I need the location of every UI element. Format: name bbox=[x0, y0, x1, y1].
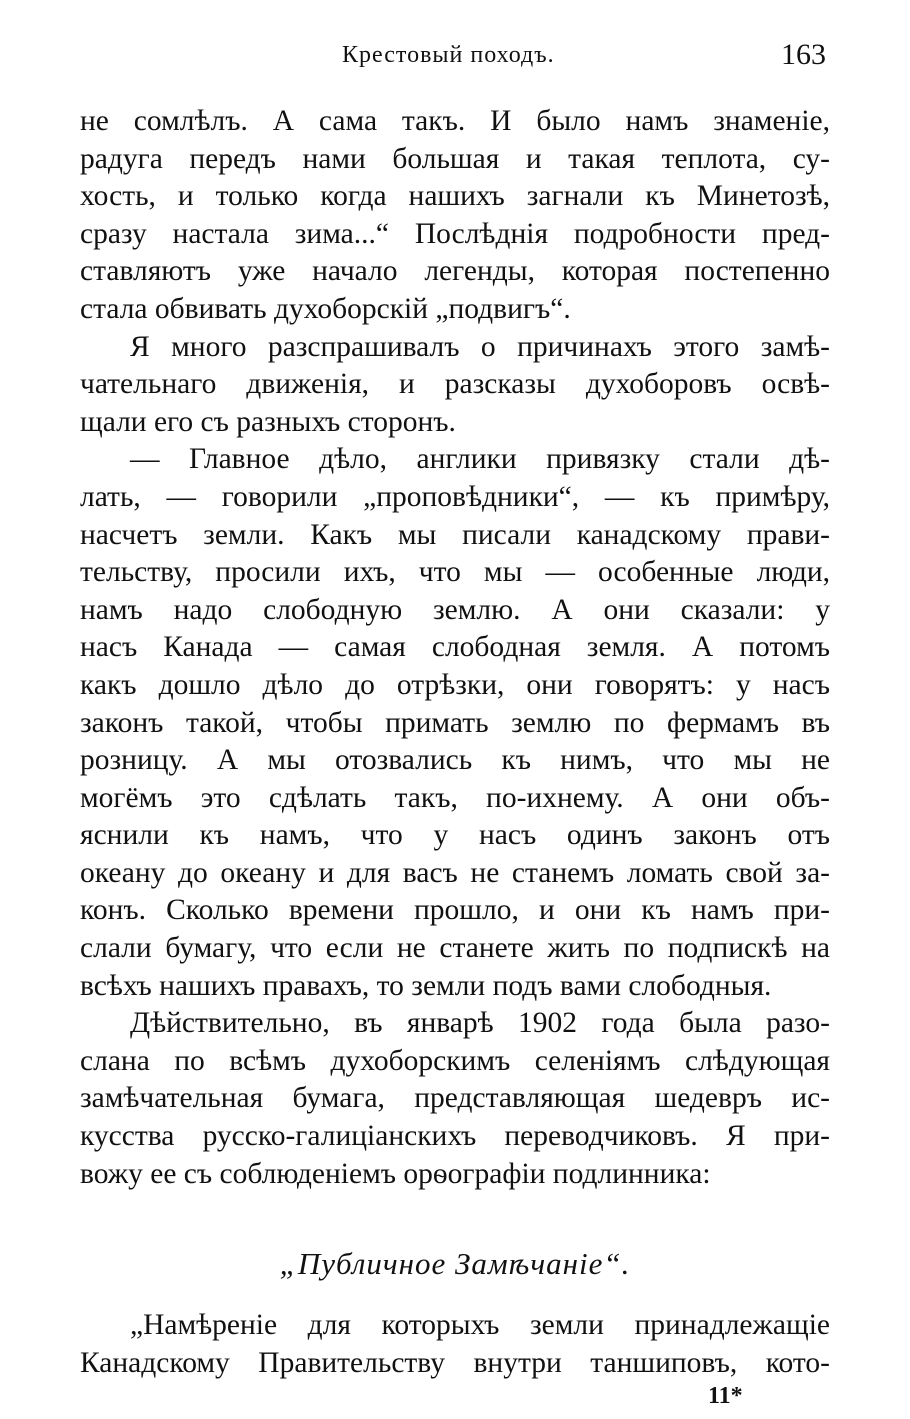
printer-signature-mark: 11* bbox=[708, 1383, 743, 1409]
text-line: слана по всѣмъ духоборскимъ селеніямъ слѣдующая bbox=[80, 1044, 830, 1077]
paragraph bbox=[80, 1005, 830, 1193]
text-line: насчетъ земли. Какъ мы писали канадскому прави- bbox=[80, 518, 830, 551]
text-line: чательнаго движенія, и разсказы духоборовъ освѣ- bbox=[80, 368, 830, 401]
body-text bbox=[80, 103, 830, 1193]
text-line: конъ. Сколько времени прошло, и они къ намъ при- bbox=[80, 894, 830, 927]
text-line: не сомлѣлъ. А сама такъ. И было намъ знаменіе, bbox=[80, 105, 830, 137]
text-line: океану до океану и для васъ не станемъ ломать свой за- bbox=[80, 856, 830, 889]
text-line: ставляютъ уже начало легенды, которая постепенно bbox=[80, 255, 830, 288]
text-line: розницу. А мы отозвались къ нимъ, что мы не bbox=[80, 744, 830, 777]
running-head bbox=[0, 38, 910, 78]
text-line: насъ Канада — самая слободная земля. А потомъ bbox=[80, 631, 830, 664]
text-line: законъ такой, чтобы примать землю по фермамъ въ bbox=[80, 706, 830, 739]
document-heading: „Публичное Замѣчаніе“. bbox=[279, 1246, 631, 1281]
text-line: слали бумагу, что если не станете жить по подпискѣ на bbox=[80, 932, 830, 965]
text-line: Канадскому Правительству внутри таншиповъ, кото- bbox=[80, 1346, 830, 1379]
text-line: кусства русско-галиціанскихъ переводчиковъ. Я при- bbox=[80, 1120, 830, 1153]
running-title: Крестовый походъ. bbox=[342, 42, 555, 68]
text-line: замѣчательная бумага, представляющая шедевръ ис- bbox=[80, 1082, 830, 1115]
text-line: щали его съ разныхъ сторонъ. bbox=[80, 405, 456, 438]
text-line: всѣхъ нашихъ правахъ, то земли подъ вами слободныя. bbox=[80, 969, 772, 1002]
text-line: намъ надо слободную землю. А они сказали: у bbox=[80, 593, 830, 626]
text-line: лать, — говорили „проповѣдники“, — къ примѣру, bbox=[80, 480, 830, 513]
text-line: „Намѣреніе для которыхъ земли принадлежащіе bbox=[130, 1309, 830, 1341]
page-number: 163 bbox=[781, 38, 826, 71]
text-line: радуга передъ нами большая и такая теплота, су- bbox=[80, 142, 830, 175]
text-line: сразу настала зима...“ Послѣднія подробности пред- bbox=[80, 217, 830, 250]
text-line: какъ дошло дѣло до отрѣзки, они говорятъ: у насъ bbox=[80, 668, 830, 701]
text-line: хость, и только когда нашихъ загнали къ Минетозѣ, bbox=[80, 180, 830, 213]
text-line: яснили къ намъ, что у насъ одинъ законъ отъ bbox=[80, 819, 830, 852]
text-line: Дѣйствительно, въ январѣ 1902 года была разо- bbox=[130, 1007, 830, 1040]
paragraph bbox=[80, 103, 830, 329]
text-line: стала обвивать духоборскій „подвигъ“. bbox=[80, 292, 571, 325]
text-line: — Главное дѣло, англики привязку стали дѣ- bbox=[130, 443, 830, 476]
paragraph bbox=[80, 329, 830, 442]
paragraph bbox=[80, 441, 830, 1005]
quoted-document bbox=[80, 1307, 830, 1382]
text-line: могёмъ это сдѣлать такъ, по-ихнему. А они объ- bbox=[80, 781, 830, 814]
text-line: тельству, просили ихъ, что мы — особенные люди, bbox=[80, 556, 830, 589]
text-line: вожу ее съ соблюденіемъ орѳографіи подлинника: bbox=[80, 1157, 711, 1190]
text-line: Я много разспрашивалъ о причинахъ этого замѣ- bbox=[130, 330, 830, 363]
